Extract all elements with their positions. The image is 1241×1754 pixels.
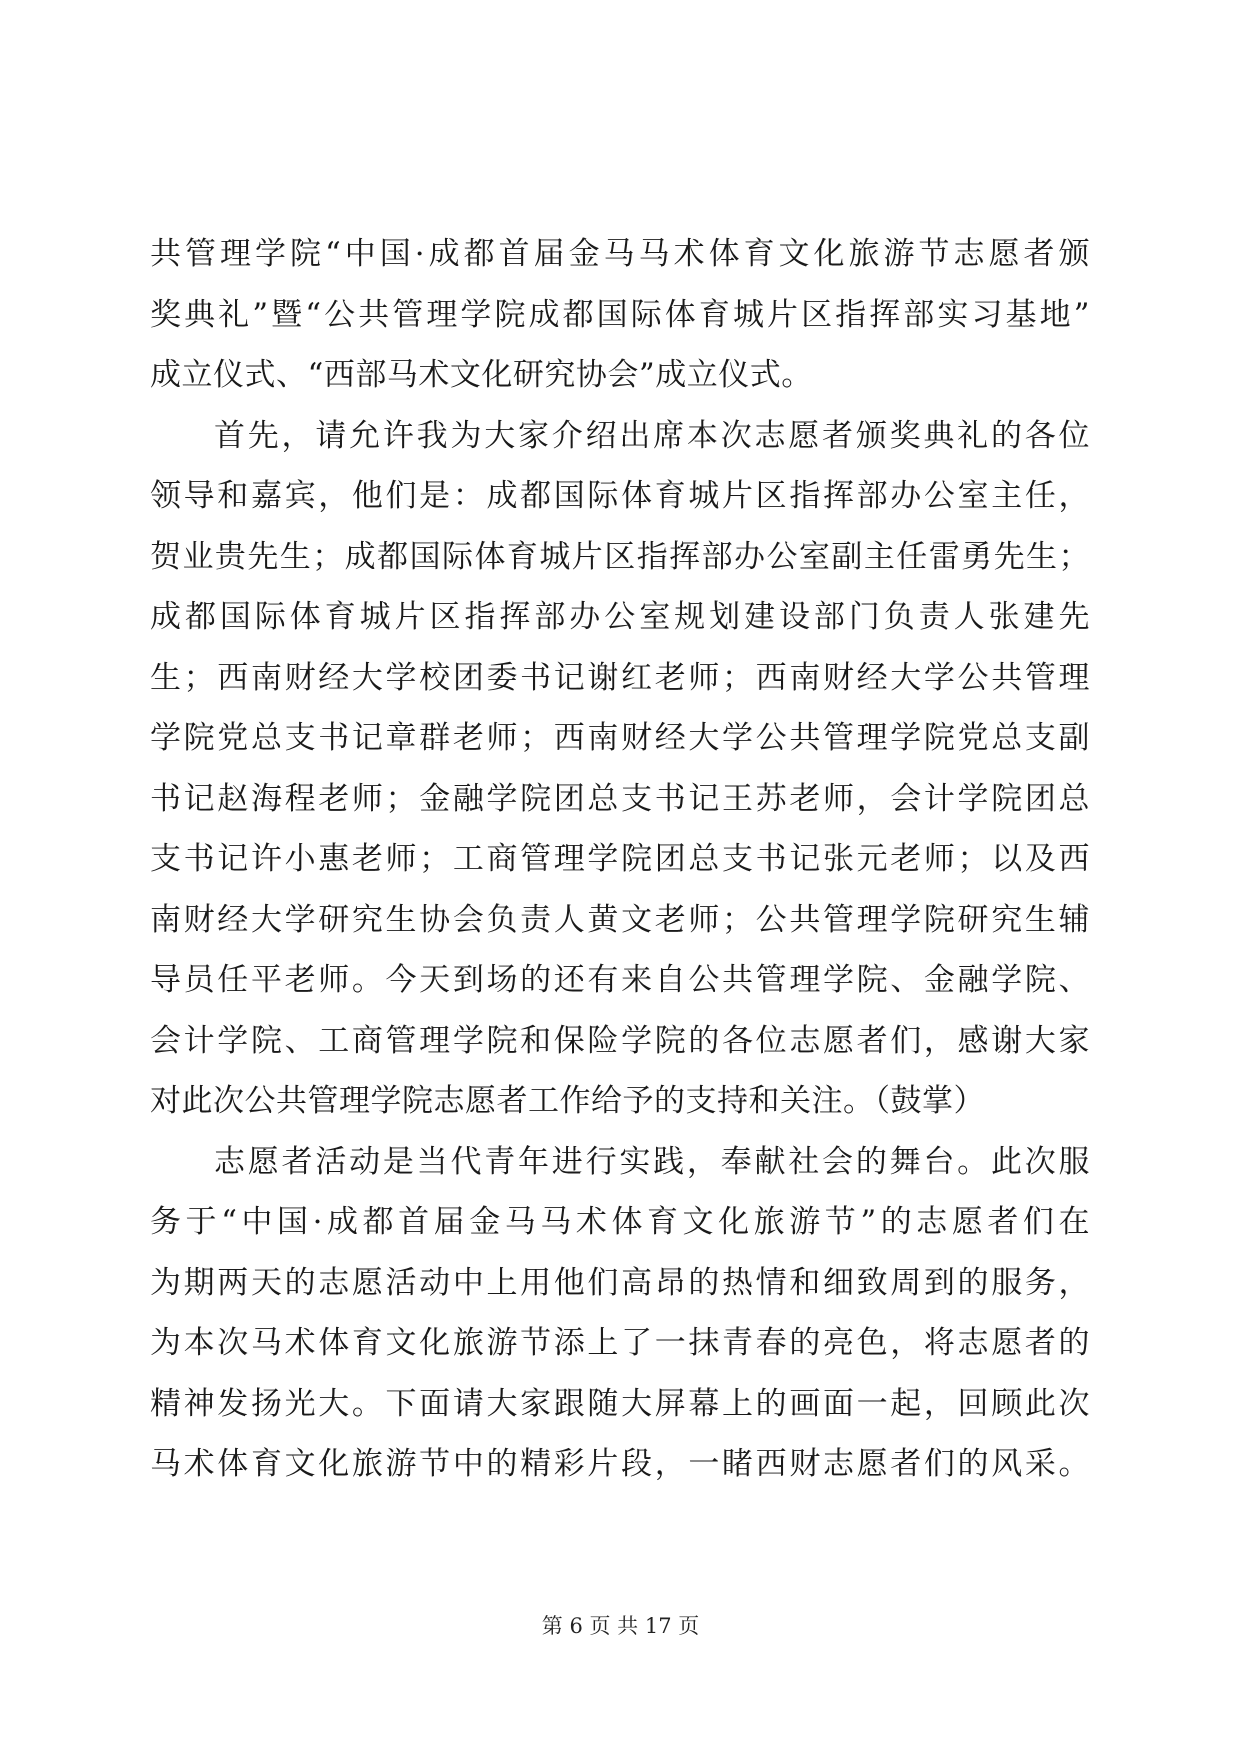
text-line: 成都国际体育城片区指挥部办公室规划建设部门负责人张建先 xyxy=(150,599,1090,635)
text-line: 南财经大学研究生协会负责人黄文老师；公共管理学院研究生辅 xyxy=(150,901,1090,938)
text-line: 为期两天的志愿活动中上用他们高昂的热情和细致周到的服务， xyxy=(150,1264,1090,1301)
document-body xyxy=(150,224,1090,1495)
text-line: 贺业贵先生；成都国际体育城片区指挥部办公室副主任雷勇先生； xyxy=(150,538,1090,575)
text-line: 支书记许小惠老师；工商管理学院团总支书记张元老师；以及西 xyxy=(150,841,1090,877)
text-line: 奖典礼”暨“公共管理学院成都国际体育城片区指挥部实习基地” xyxy=(150,296,1090,333)
text-line: 会计学院、工商管理学院和保险学院的各位志愿者们，感谢大家 xyxy=(150,1022,1090,1059)
text-line: 马术体育文化旅游节中的精彩片段，一睹西财志愿者们的风采。 xyxy=(150,1446,1090,1482)
text-line: 务于“中国·成都首届金马马术体育文化旅游节”的志愿者们在 xyxy=(150,1204,1090,1240)
text-line: 领导和嘉宾，他们是：成都国际体育城片区指挥部办公室主任， xyxy=(150,478,1090,514)
text-line: 导员任平老师。今天到场的还有来自公共管理学院、金融学院、 xyxy=(150,962,1090,998)
text-line: 精神发扬光大。下面请大家跟随大屏幕上的画面一起，回顾此次 xyxy=(150,1385,1090,1422)
text-line: 书记赵海程老师；金融学院团总支书记王苏老师，会计学院团总 xyxy=(150,780,1090,817)
text-line: 学院党总支书记章群老师；西南财经大学公共管理学院党总支副 xyxy=(150,720,1090,756)
paragraph-first-line: 志愿者活动是当代青年进行实践，奉献社会的舞台。此次服 xyxy=(214,1143,1090,1180)
paragraph-first-line: 首先，请允许我为大家介绍出席本次志愿者颁奖典礼的各位 xyxy=(214,417,1090,454)
page-number-footer: 第 6 页 共 17 页 xyxy=(541,1614,700,1638)
text-line: 生；西南财经大学校团委书记谢红老师；西南财经大学公共管理 xyxy=(150,659,1090,696)
text-line: 对此次公共管理学院志愿者工作给予的支持和关注。（鼓掌） xyxy=(150,1083,985,1119)
text-line: 成立仪式、“西部马术文化研究协会”成立仪式。 xyxy=(150,357,813,393)
text-line: 为本次马术体育文化旅游节添上了一抹青春的亮色，将志愿者的 xyxy=(150,1325,1090,1361)
text-line: 共管理学院“中国·成都首届金马马术体育文化旅游节志愿者颁 xyxy=(150,236,1090,272)
